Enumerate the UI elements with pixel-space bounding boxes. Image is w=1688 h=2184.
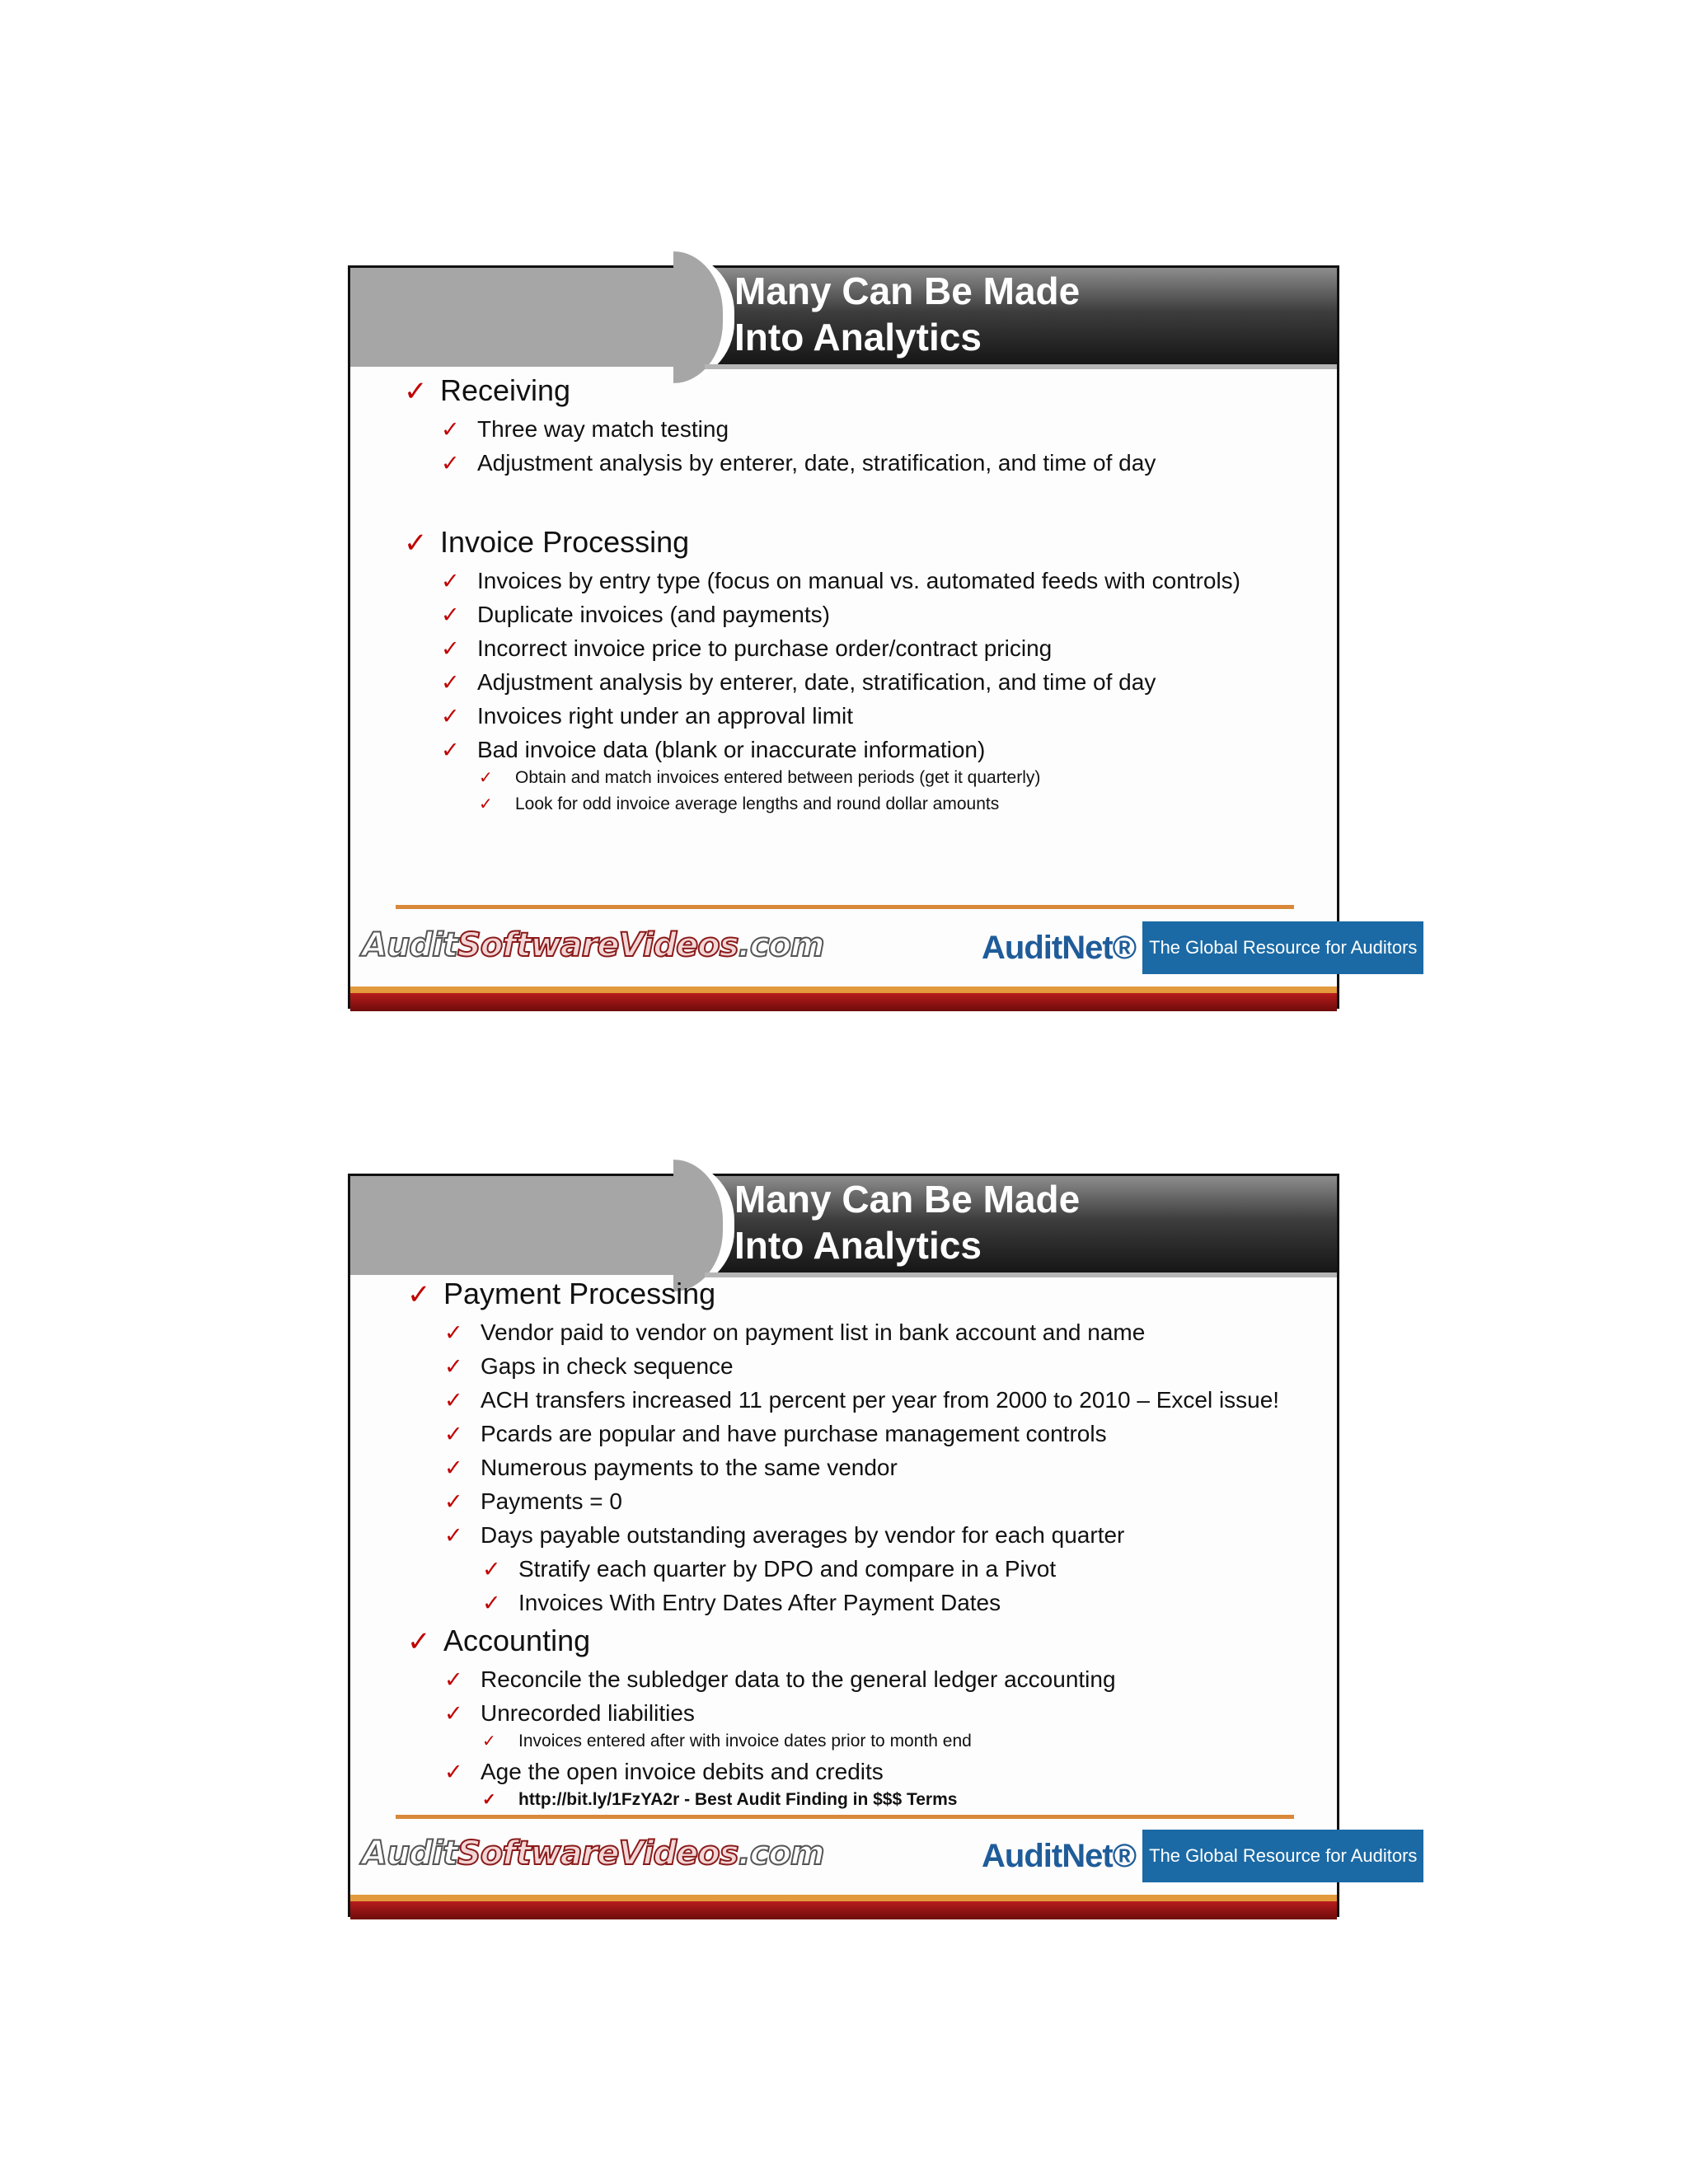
bullet-level-3 — [479, 794, 999, 814]
logo-part: Videos — [618, 926, 738, 964]
bullet-text: Invoices right under an approval limit — [477, 703, 854, 729]
bullet-text[interactable]: http://bit.ly/1FzYA2r - Best Audit Finding in $$$ Terms — [518, 1790, 958, 1809]
slide-1 — [348, 265, 1418, 1009]
bullet-text: Look for odd invoice average lengths and round dollar amounts — [515, 794, 1000, 813]
bullet-level-2 — [444, 1488, 622, 1515]
bullet-level-1 — [407, 1624, 590, 1658]
bullet-text: Receiving — [440, 373, 571, 407]
check-icon: ✓ — [479, 769, 493, 787]
auditnet-logo — [982, 1830, 1423, 1882]
check-icon: ✓ — [444, 1667, 463, 1692]
check-icon: ✓ — [441, 738, 460, 762]
bullet-text: Reconcile the subledger data to the general ledger accounting — [481, 1666, 1116, 1692]
bullet-text: Pcards are popular and have purchase management controls — [481, 1421, 1107, 1446]
auditnet-tagline: The Global Resource for Auditors — [1142, 1830, 1423, 1882]
slide-title — [734, 268, 1080, 360]
slide-title-line-1: Many Can Be Made — [734, 269, 1081, 312]
bullet-level-1 — [407, 1277, 715, 1311]
bullet-text: Invoices With Entry Dates After Payment Dates — [518, 1590, 1001, 1615]
bullet-text: Incorrect invoice price to purchase order/contract pricing — [477, 635, 1053, 661]
logo-part: Software — [457, 926, 619, 964]
check-icon: ✓ — [441, 704, 460, 729]
bullet-level-2 — [441, 635, 1052, 662]
bullet-level-2 — [444, 1700, 695, 1727]
check-icon: ✓ — [444, 1354, 463, 1379]
bullet-level-2 — [441, 568, 1240, 594]
check-icon: ✓ — [404, 527, 428, 559]
bullet-level-2 — [444, 1522, 1124, 1549]
bullet-text: Invoices entered after with invoice dates prior to month end — [518, 1732, 972, 1750]
bullet-text: Duplicate invoices (and payments) — [477, 602, 830, 627]
auditnet-wordmark: AuditNet® — [982, 1838, 1137, 1874]
bullet-level-2 — [441, 737, 985, 763]
check-icon: ✓ — [441, 451, 460, 476]
bullet-text: Vendor paid to vendor on payment list in bank account and name — [481, 1319, 1146, 1345]
slide-title — [734, 1176, 1080, 1268]
bullet-text: Stratify each quarter by DPO and compare in a Pivot — [518, 1556, 1057, 1582]
bullet-text: Adjustment analysis by enterer, date, stratification, and time of day — [477, 450, 1156, 476]
check-icon: ✓ — [441, 602, 460, 627]
bullet-level-2 — [444, 1759, 884, 1785]
bullet-level-2 — [444, 1455, 898, 1481]
check-icon: ✓ — [444, 1422, 463, 1446]
bullet-text: Bad invoice data (blank or inaccurate information) — [477, 737, 986, 762]
footer-red-bar — [350, 993, 1337, 1011]
check-icon: ✓ — [444, 1701, 463, 1726]
bullet-level-3 — [482, 1731, 972, 1751]
auditnet-tagline: The Global Resource for Auditors — [1142, 921, 1423, 974]
logo-part: .com — [738, 926, 824, 964]
check-icon: ✓ — [444, 1489, 463, 1514]
check-icon: ✓ — [444, 1760, 463, 1784]
bullet-level-2 — [444, 1666, 1116, 1693]
footer-rule — [396, 905, 1294, 909]
logo-part: Audit — [362, 926, 457, 964]
bullet-text: Age the open invoice debits and credits — [481, 1759, 884, 1784]
check-icon: ✓ — [444, 1388, 463, 1413]
bullet-text: Numerous payments to the same vendor — [481, 1455, 898, 1480]
bullet-text: Payments = 0 — [481, 1488, 622, 1514]
bullet-level-2 — [444, 1421, 1107, 1447]
header-gray-panel — [350, 1176, 696, 1275]
check-icon: ✓ — [444, 1455, 463, 1480]
bullet-text: Three way match testing — [477, 416, 729, 442]
logo-part: Videos — [618, 1835, 738, 1872]
bullet-level-2 — [441, 602, 830, 628]
check-icon: ✓ — [444, 1523, 463, 1548]
bullet-level-2 — [441, 416, 729, 443]
auditsoftwarevideos-logo — [362, 1835, 824, 1872]
auditnet-logo — [982, 921, 1423, 974]
logo-part: Audit — [362, 1835, 457, 1872]
bullet-text: Gaps in check sequence — [481, 1353, 734, 1379]
slide-2 — [348, 1174, 1418, 1917]
bullet-level-2 — [444, 1387, 1279, 1413]
bullet-text: Adjustment analysis by enterer, date, stratification, and time of day — [477, 669, 1156, 695]
auditsoftwarevideos-logo — [362, 926, 824, 964]
bullet-level-2 — [441, 450, 1156, 476]
bullet-text: ACH transfers increased 11 percent per year from 2000 to 2010 – Excel issue! — [481, 1387, 1280, 1413]
check-icon: ✓ — [441, 636, 460, 661]
bullet-level-2 — [444, 1353, 734, 1380]
bullet-text: Days payable outstanding averages by vendor for each quarter — [481, 1522, 1125, 1548]
bullet-text: Accounting — [443, 1624, 591, 1657]
check-icon: ✓ — [479, 795, 493, 813]
check-icon: ✓ — [441, 569, 460, 593]
check-icon: ✓ — [441, 417, 460, 442]
bullet-level-1 — [404, 373, 570, 408]
bullet-level-3 — [482, 1556, 1056, 1582]
bullet-level-2 — [441, 703, 853, 729]
check-icon: ✓ — [444, 1320, 463, 1345]
check-icon: ✓ — [482, 1557, 501, 1582]
check-icon: ✓ — [482, 1591, 501, 1615]
header-rule — [705, 1272, 1337, 1277]
check-icon: ✓ — [482, 1732, 496, 1750]
bullet-text: Payment Processing — [443, 1277, 716, 1310]
bullet-level-3 — [482, 1590, 1001, 1616]
bullet-text: Invoices by entry type (focus on manual vs. automated feeds with controls) — [477, 568, 1241, 593]
check-icon: ✓ — [407, 1626, 431, 1657]
bullet-level-1 — [404, 525, 689, 560]
header-gray-panel — [350, 268, 696, 367]
footer-red-bar — [350, 1901, 1337, 1919]
slide-title-line-1: Many Can Be Made — [734, 1178, 1081, 1221]
slide-header — [350, 268, 1337, 367]
slide-title-line-2: Into Analytics — [734, 1224, 982, 1267]
bullet-text: Obtain and match invoices entered between periods (get it quarterly) — [515, 768, 1041, 787]
bullet-level-3 — [479, 767, 1040, 788]
check-icon: ✓ — [407, 1279, 431, 1310]
logo-part: .com — [738, 1835, 824, 1872]
bullet-level-2 — [444, 1319, 1145, 1346]
check-icon: ✓ — [441, 670, 460, 695]
check-icon: ✓ — [482, 1791, 496, 1809]
bullet-text: Invoice Processing — [440, 525, 690, 559]
bullet-level-2 — [441, 669, 1156, 696]
footer-rule — [396, 1815, 1294, 1819]
header-rule — [705, 364, 1337, 369]
auditnet-wordmark: AuditNet® — [982, 930, 1137, 966]
slide-header — [350, 1176, 1337, 1275]
check-icon: ✓ — [404, 376, 428, 407]
bullet-text: Unrecorded liabilities — [481, 1700, 695, 1726]
logo-part: Software — [457, 1835, 619, 1872]
bullet-link[interactable] — [482, 1789, 957, 1810]
slide-title-line-2: Into Analytics — [734, 316, 982, 359]
